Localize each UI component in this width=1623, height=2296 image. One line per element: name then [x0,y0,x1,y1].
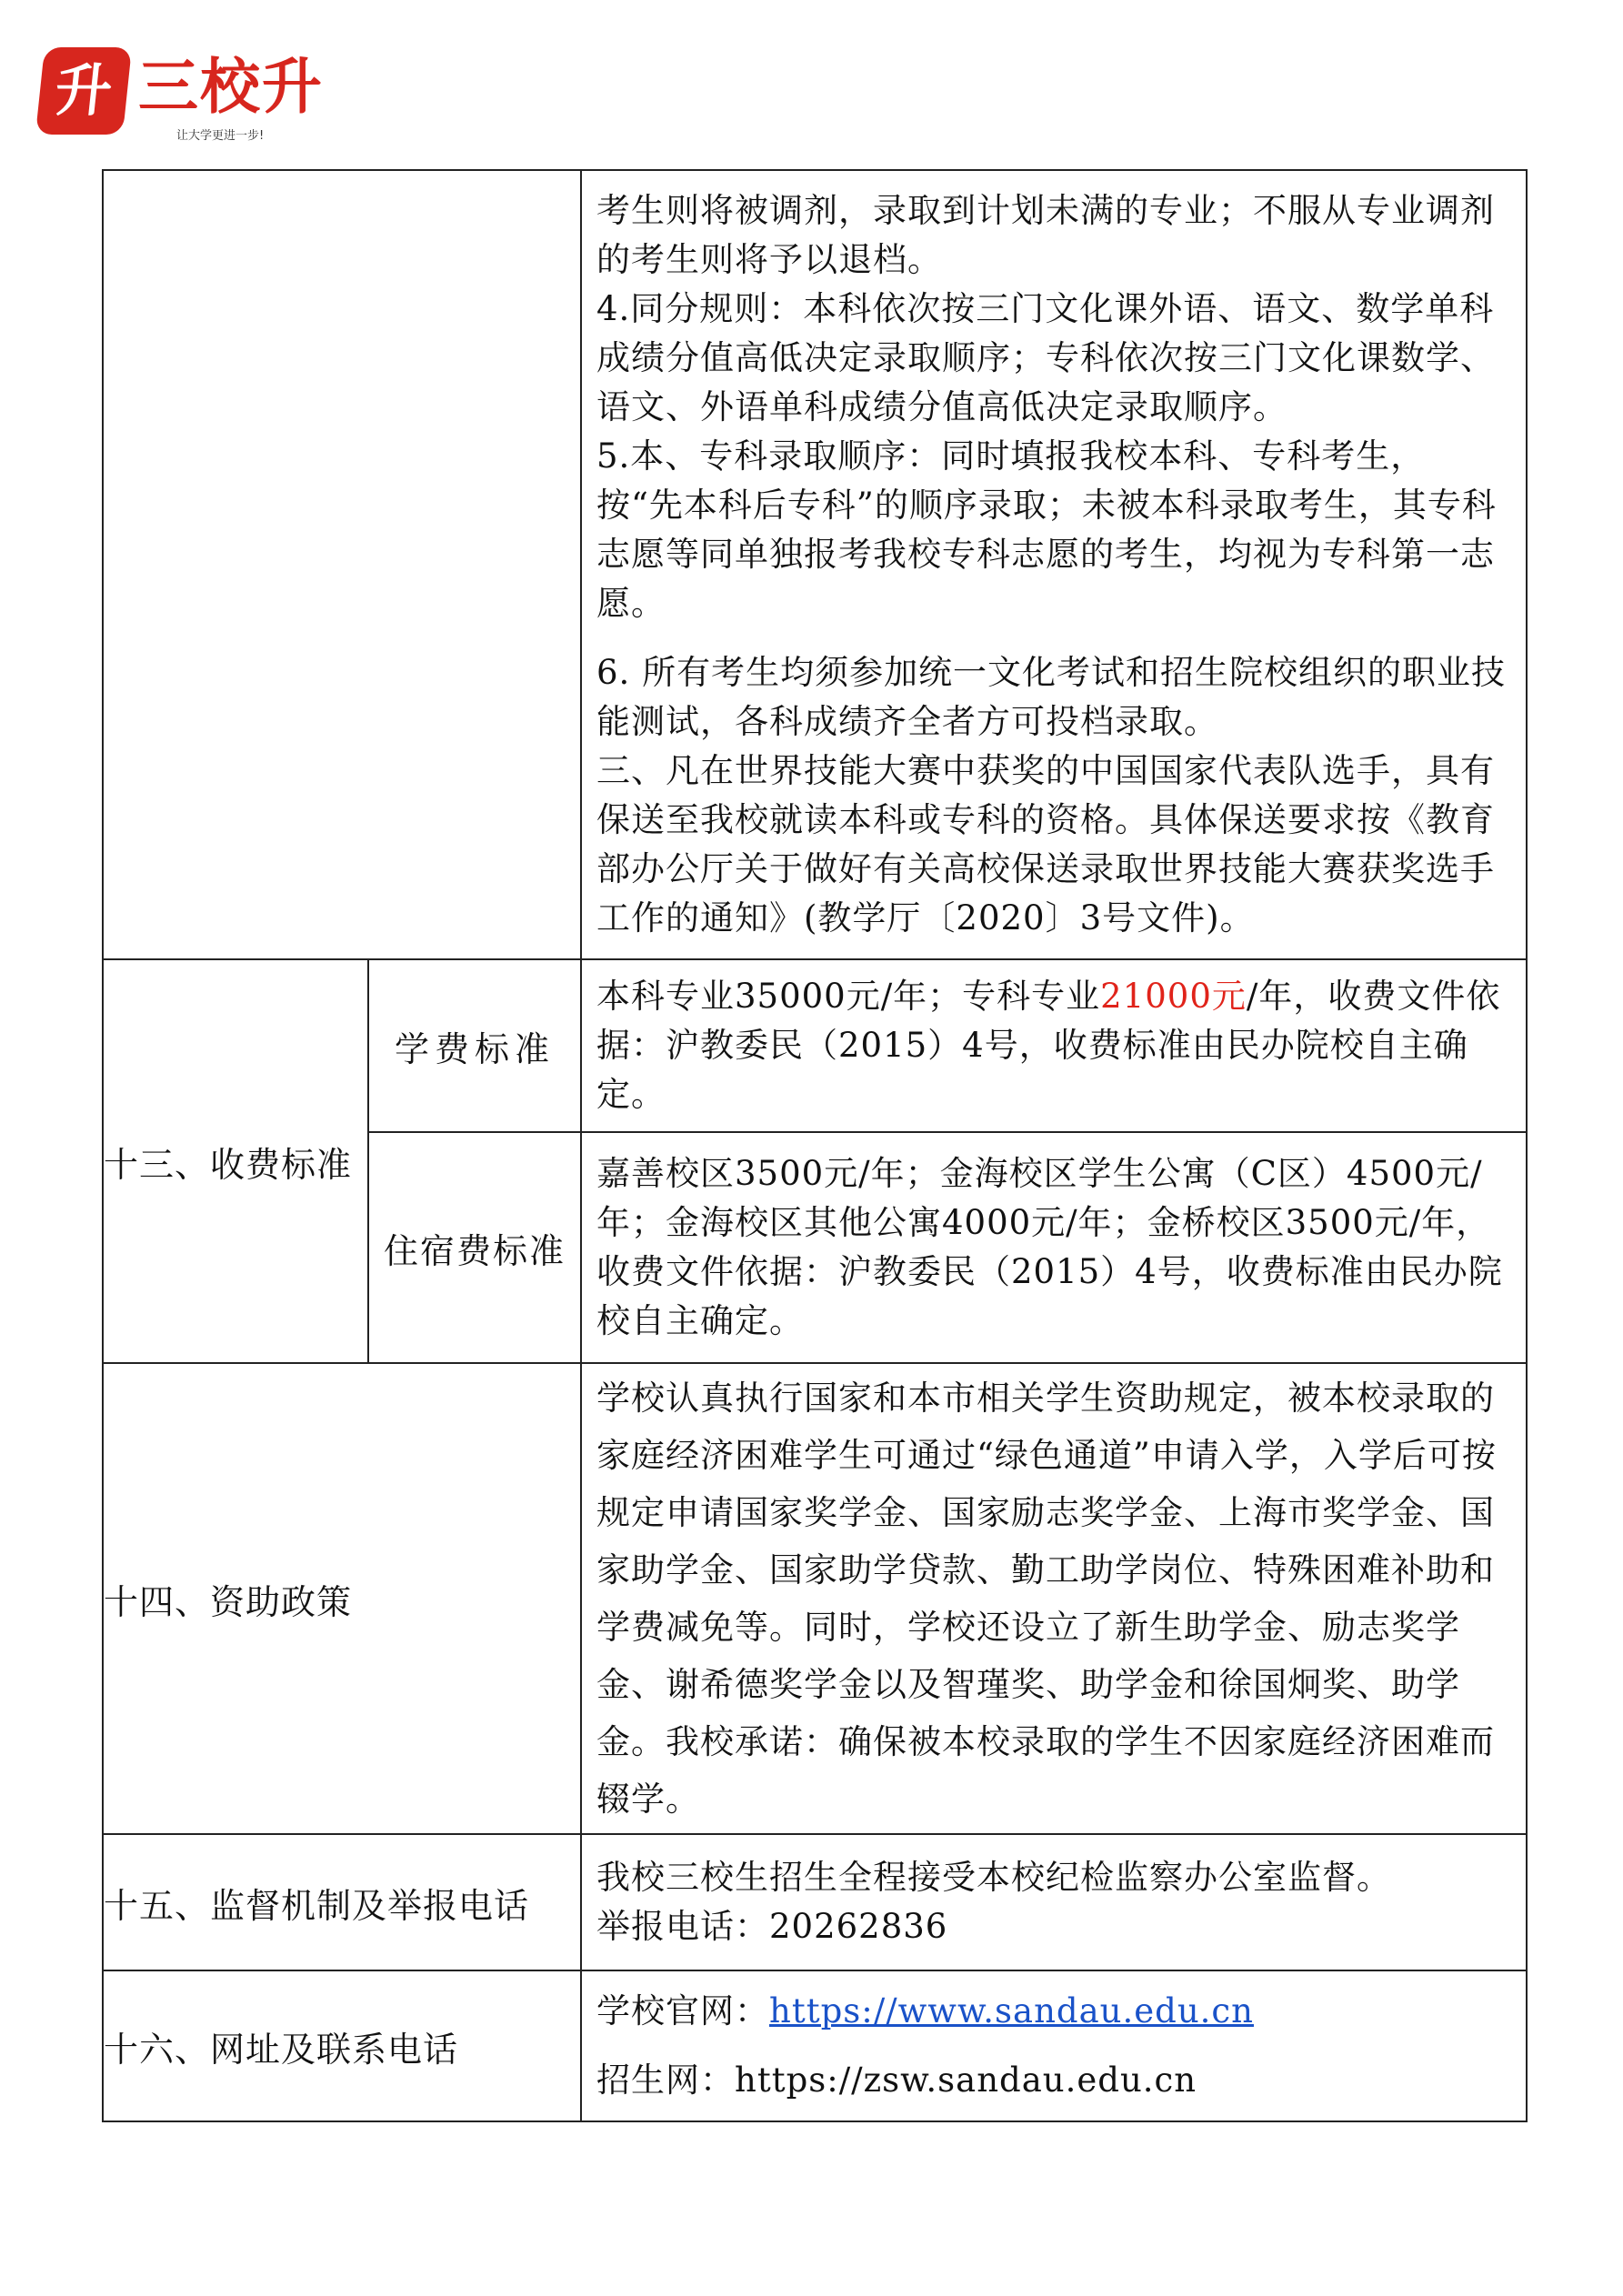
aid-label: 十四、资助政策 [103,1363,581,1834]
official-site-link[interactable]: https://www.sandau.edu.cn [769,1991,1254,2030]
table-row-tuition [103,959,1527,1132]
tuition-highlight: 21000元 [1100,977,1247,1016]
admission-rule-text: 5.本、专科录取顺序：同时填报我校本科、专科考生，按“先本科后专科”的顺序录取；未被本科录取考生，其专科志愿等同单独报考我校专科志愿的考生，均视为专科第一志愿。 [596,436,1497,623]
admission-rule-text: 考生则将被调剂，录取到计划未满的专业；不服从专业调剂的考生则将予以退档。 [596,191,1495,279]
tuition-text: 本科专业35000元/年；专科专业 [596,977,1101,1016]
tuition-label: 学费标准 [368,959,581,1132]
site-logo [40,47,331,147]
aid-text: 学校认真执行国家和本市相关学生资助规定，被本校录取的家庭经济困难学生可通过“绿色通道”申请入学，入学后可按规定申请国家奖学金、国家励志奖学金、上海市奖学金、国家助学金、国家助学贷款、勤工助学岗位、特殊困难补助和学费减免等。同时，学校还设立了新生助学金、励志奖学金、谢希德奖学金以及智瑾奖、助学金和徐国炯奖、助学金。我校承诺：确保被本校录取的学生不因家庭经济困难而辍学。 [596,1379,1497,1819]
table-row-admission-rules [103,170,1527,959]
admission-site-url: https://zsw.sandau.edu.cn [735,2060,1197,2100]
supervision-text: 我校三校生招生全程接受本校纪检监察办公室监督。 [596,1858,1391,1897]
tuition-text-after: /年，收费文件依据：沪教委民（2015）4号，收费标准由民办院校自主确定。 [596,977,1501,1114]
logo-text: 三校升 [138,52,324,122]
table-row-website [103,1970,1527,2121]
admission-site-label: 招生网： [596,2060,735,2100]
supervision-phone: 举报电话：20262836 [596,1907,948,1946]
website-label: 十六、网址及联系电话 [103,1970,581,2121]
supervision-cell [581,1834,1527,1970]
official-site-label: 学校官网： [596,1991,769,2030]
admission-rule-text: 4.同分规则：本科依次按三门文化课外语、语文、数学单科成绩分值高低决定录取顺序；专科依次按三门文化课数学、语文、外语单科成绩分值高低决定录取顺序。 [596,289,1495,426]
fees-label: 十三、收费标准 [103,959,368,1363]
admission-info-table [102,169,1528,2122]
table-row-supervision [103,1834,1527,1970]
dorm-label: 住宿费标准 [368,1132,581,1363]
logo-slogan: 让大学更进一步! [176,129,265,143]
empty-label-cell [103,170,581,959]
dorm-cell [581,1132,1527,1363]
website-cell [581,1970,1527,2121]
supervision-label: 十五、监督机制及举报电话 [103,1834,581,1970]
tuition-cell [581,959,1527,1132]
aid-cell [581,1363,1527,1834]
logo-mark-icon: 升 [35,47,132,135]
admission-rule-text: 6. 所有考生均须参加统一文化考试和招生院校组织的职业技能测试，各科成绩齐全者方可投档录取。 [596,653,1507,741]
dorm-text: 嘉善校区3500元/年；金海校区学生公寓（C区）4500元/年；金海校区其他公寓4000元/年；金桥校区3500元/年，收费文件依据：沪教委民（2015）4号，收费标准由民办院校自主确定。 [596,1154,1503,1340]
admission-rule-text: 三、凡在世界技能大赛中获奖的中国国家代表队选手，具有保送至我校就读本科或专科的资格。具体保送要求按《教育部办公厅关于做好有关高校保送录取世界技能大赛获奖选手工作的通知》(教学厅〔2020〕3号文件)。 [596,751,1495,937]
admission-rules-cell [581,170,1527,959]
table-row-aid [103,1363,1527,1834]
